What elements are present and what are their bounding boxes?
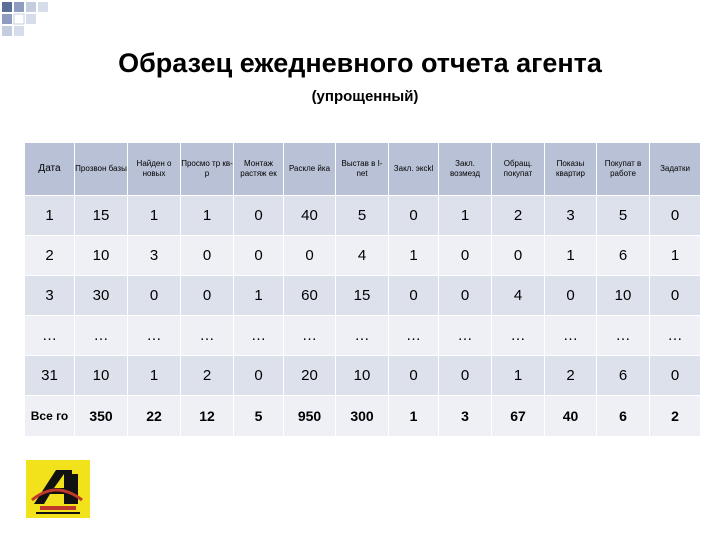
table-cell: …	[181, 316, 234, 356]
table-cell: 2	[25, 236, 75, 276]
table-row	[25, 276, 701, 316]
table-cell: 0	[389, 356, 439, 396]
table-cell: 3	[439, 396, 492, 437]
table-cell: 1	[492, 356, 545, 396]
table-cell: 30	[75, 276, 128, 316]
table-cell: 0	[650, 276, 701, 316]
table-row	[25, 236, 701, 276]
table-cell: 1	[25, 196, 75, 236]
table-cell: 10	[75, 356, 128, 396]
table-cell: …	[597, 316, 650, 356]
table-cell: …	[439, 316, 492, 356]
header-cell: Дата	[25, 143, 75, 196]
company-logo	[26, 460, 90, 518]
table-cell: 0	[650, 356, 701, 396]
table-cell: …	[650, 316, 701, 356]
table-cell: 300	[336, 396, 389, 437]
table-cell: 6	[597, 396, 650, 437]
header-cell: Найден о новых	[128, 143, 181, 196]
table-row	[25, 316, 701, 356]
table-header-row	[25, 143, 701, 196]
table-cell: 5	[336, 196, 389, 236]
table-cell: 0	[234, 196, 284, 236]
table-cell: 40	[545, 396, 597, 437]
table-cell: 0	[234, 356, 284, 396]
table-total-row	[25, 396, 701, 437]
table-cell: 0	[492, 236, 545, 276]
table-cell: 6	[597, 356, 650, 396]
corner-squares-decoration	[0, 0, 60, 50]
table-cell: 0	[234, 236, 284, 276]
table-cell: 5	[597, 196, 650, 236]
header-cell: Прозвон базы	[75, 143, 128, 196]
table-cell: 31	[25, 356, 75, 396]
table-cell: …	[234, 316, 284, 356]
table-cell: 1	[128, 196, 181, 236]
header-cell: Покупат в работе	[597, 143, 650, 196]
header-cell: Выстав в I-net	[336, 143, 389, 196]
header-cell: Показы квартир	[545, 143, 597, 196]
table-cell: 1	[389, 396, 439, 437]
table-cell: 0	[439, 356, 492, 396]
table-cell: 1	[650, 236, 701, 276]
table-cell: 4	[336, 236, 389, 276]
header-cell: Раскле йка	[284, 143, 336, 196]
header-cell: Закл. возмезд	[439, 143, 492, 196]
table-cell: 2	[492, 196, 545, 236]
table-cell: 1	[389, 236, 439, 276]
table-cell: 350	[75, 396, 128, 437]
table-cell: 12	[181, 396, 234, 437]
table-cell: 0	[181, 236, 234, 276]
table-cell: 1	[128, 356, 181, 396]
table-cell: 0	[284, 236, 336, 276]
table-cell: …	[545, 316, 597, 356]
header-cell: Закл. эксkl	[389, 143, 439, 196]
table-row	[25, 356, 701, 396]
table-cell: 60	[284, 276, 336, 316]
table-cell: …	[25, 316, 75, 356]
table-cell: 67	[492, 396, 545, 437]
table-cell: …	[389, 316, 439, 356]
table-cell: 1	[545, 236, 597, 276]
table-cell: 10	[336, 356, 389, 396]
table-cell: 0	[389, 276, 439, 316]
header-cell: Обращ. покупат	[492, 143, 545, 196]
table-cell: 1	[439, 196, 492, 236]
table-cell: 10	[597, 276, 650, 316]
daily-report-table	[24, 142, 701, 437]
header-cell: Просмо тр кв-р	[181, 143, 234, 196]
table-cell: 950	[284, 396, 336, 437]
table-cell: 0	[181, 276, 234, 316]
table-cell: Все го	[25, 396, 75, 437]
table-cell: 40	[284, 196, 336, 236]
table-cell: 0	[545, 276, 597, 316]
table-cell: 22	[128, 396, 181, 437]
table-cell: 3	[128, 236, 181, 276]
table-cell: …	[128, 316, 181, 356]
table-cell: 15	[336, 276, 389, 316]
table-cell: …	[75, 316, 128, 356]
table-cell: 3	[545, 196, 597, 236]
table-cell: 15	[75, 196, 128, 236]
table-cell: 10	[75, 236, 128, 276]
table-cell: 0	[650, 196, 701, 236]
table-cell: …	[336, 316, 389, 356]
table-cell: 2	[181, 356, 234, 396]
table-cell: 3	[25, 276, 75, 316]
table-cell: 6	[597, 236, 650, 276]
page-subtitle: (упрощенный)	[311, 88, 419, 105]
table-cell: 20	[284, 356, 336, 396]
header-cell: Задатки	[650, 143, 701, 196]
page-title: Образец ежедневного отчета агента	[118, 48, 602, 78]
table-cell: 1	[181, 196, 234, 236]
table-row	[25, 196, 701, 236]
table-cell: 0	[128, 276, 181, 316]
table-cell: …	[284, 316, 336, 356]
table-cell: 5	[234, 396, 284, 437]
table-cell: 0	[389, 196, 439, 236]
table-cell: 0	[439, 276, 492, 316]
table-cell: 4	[492, 276, 545, 316]
table-cell: …	[492, 316, 545, 356]
table-cell: 2	[650, 396, 701, 437]
table-cell: 0	[439, 236, 492, 276]
header-cell: Монтаж растяж ек	[234, 143, 284, 196]
table-cell: 2	[545, 356, 597, 396]
table-cell: 1	[234, 276, 284, 316]
